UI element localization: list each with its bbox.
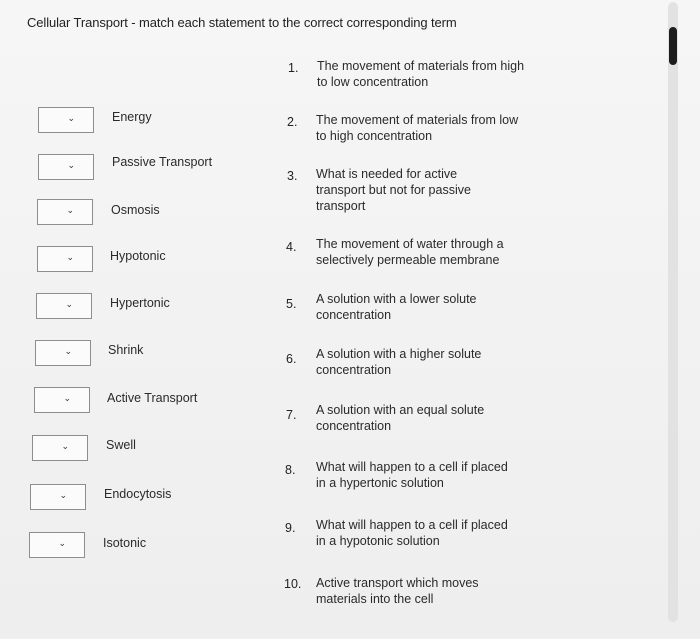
term-label-hypertonic: Hypertonic [110,296,170,310]
term-label-energy: Energy [112,110,152,124]
statement-number: 9. [285,521,296,535]
statement-number: 1. [288,61,299,75]
statement-text: The movement of materials from high to low concentration [317,59,525,89]
chevron-down-icon: ⌄ [61,441,69,451]
term-select-osmosis[interactable] [37,199,93,225]
statement-text: A solution with a lower solute concentration [316,292,477,322]
statement-text: The movement of water through a selectively permeable membrane [316,237,504,267]
term-label-shrink: Shrink [108,343,144,357]
term-label-isotonic: Isotonic [103,536,147,550]
statement-text: A solution with a higher solute concentration [316,347,482,377]
statement-number: 5. [286,297,297,311]
term-select-passive-transport[interactable] [38,154,94,180]
chevron-down-icon: ⌄ [63,393,71,403]
statement-number: 8. [285,463,296,477]
term-label-active-transport: Active Transport [107,391,198,405]
term-select-isotonic[interactable] [29,532,85,558]
term-select-shrink[interactable] [35,340,91,366]
question-title: Cellular Transport - match each statement to the correct corresponding term [27,15,457,30]
scrollbar-thumb[interactable] [669,27,677,65]
chevron-down-icon: ⌄ [58,538,66,548]
term-label-endocytosis: Endocytosis [104,487,172,501]
chevron-down-icon: ⌄ [64,346,72,356]
statement-text: The movement of materials from low to high concentration [316,113,519,143]
statement-number: 4. [286,240,297,254]
chevron-down-icon: ⌄ [65,299,73,309]
term-label-hypotonic: Hypotonic [110,249,166,263]
term-label-swell: Swell [106,438,136,452]
statement-number: 3. [287,169,298,183]
statement-number: 2. [287,115,298,129]
term-select-hypotonic[interactable] [37,246,93,272]
statement-number: 6. [286,352,297,366]
term-label-passive-transport: Passive Transport [112,155,213,169]
statement-text: A solution with an equal solute concentration [316,403,485,433]
statement-text: What will happen to a cell if placed in a hypotonic solution [316,518,508,548]
term-select-hypertonic[interactable] [36,293,92,319]
chevron-down-icon: ⌄ [67,160,75,170]
statement-text: What will happen to a cell if placed in a hypertonic solution [316,460,508,490]
statement-text: What is needed for active transport but not for passive transport [316,167,471,213]
chevron-down-icon: ⌄ [59,490,67,500]
scrollbar[interactable] [668,2,678,622]
term-select-swell[interactable] [32,435,88,461]
term-select-endocytosis[interactable] [30,484,86,510]
chevron-down-icon: ⌄ [66,205,74,215]
term-select-active-transport[interactable] [34,387,90,413]
term-select-energy[interactable] [38,107,94,133]
statement-number: 7. [286,408,297,422]
statement-number: 10. [284,577,302,591]
term-label-osmosis: Osmosis [111,203,160,217]
statement-text: Active transport which moves materials into the cell [316,576,479,606]
chevron-down-icon: ⌄ [67,113,75,123]
chevron-down-icon: ⌄ [66,252,74,262]
